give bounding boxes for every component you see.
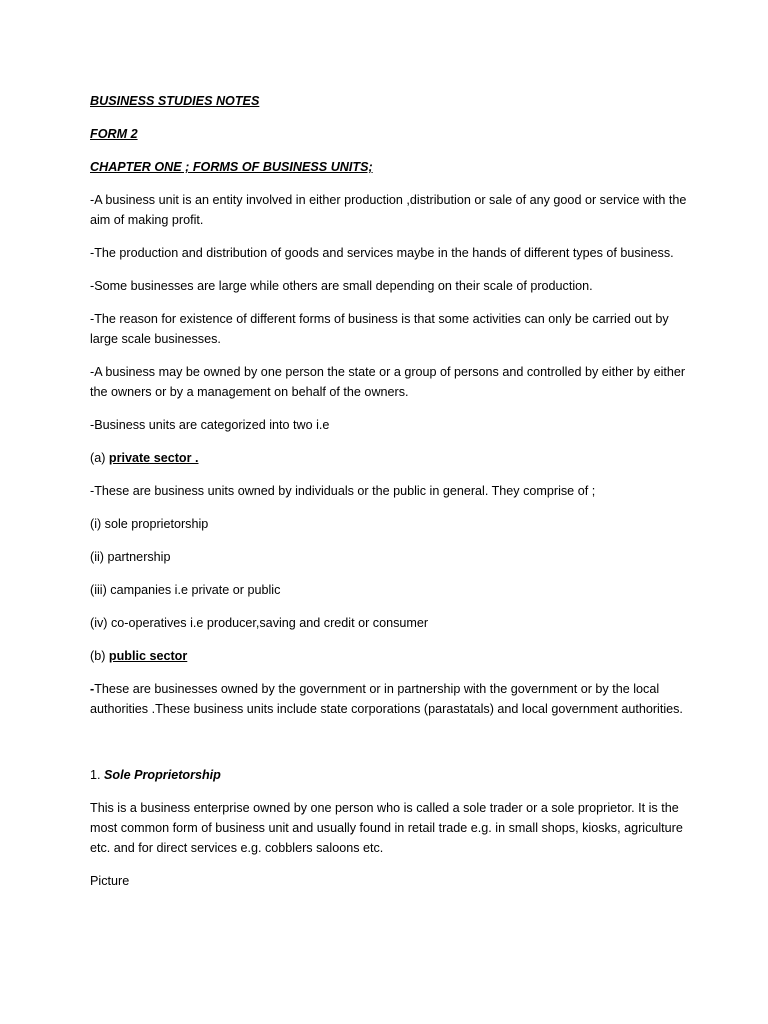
intro-paragraph-3: -Some businesses are large while others are small depending on their scale of production. <box>90 279 593 293</box>
private-sector-title: private sector . <box>108 451 199 465</box>
public-sector-title: public sector <box>108 649 188 663</box>
private-sector-prefix: (a) <box>90 451 109 465</box>
public-sector-description <box>90 679 690 719</box>
public-sector-prefix: (b) <box>90 649 109 663</box>
intro-paragraph-6: -Business units are categorized into two i.e <box>90 418 330 432</box>
section-spacer <box>90 732 690 765</box>
public-sector-dash: - <box>90 682 95 696</box>
chapter-heading: CHAPTER ONE ; FORMS OF BUSINESS UNITS; <box>90 160 373 174</box>
private-sector-heading <box>90 448 690 468</box>
private-sector-item-3: (iii) campanies i.e private or public <box>90 583 281 597</box>
document-title: BUSINESS STUDIES NOTES <box>90 94 260 108</box>
private-sector-item-4: (iv) co-operatives i.e producer,saving and credit or consumer <box>90 616 429 630</box>
intro-paragraph-2: -The production and distribution of goods and services maybe in the hands of different types of business. <box>90 246 674 260</box>
intro-paragraph-4: -The reason for existence of different forms of business is that some activities can only be carried out by large scale businesses. <box>90 312 669 346</box>
private-sector-item-2: (ii) partnership <box>90 550 171 564</box>
document-page <box>90 91 690 904</box>
private-sector-description: -These are business units owned by individuals or the public in general. They comprise of ; <box>90 484 596 498</box>
form-heading: FORM 2 <box>90 127 138 141</box>
intro-paragraph-5: -A business may be owned by one person the state or a group of persons and controlled by either by either the owners or by a management on behalf of the owners. <box>90 365 686 399</box>
sole-proprietorship-title: Sole Proprietorship <box>104 768 221 782</box>
sole-proprietorship-heading <box>90 765 690 785</box>
sole-proprietorship-description: This is a business enterprise owned by one person who is called a sole trader or a sole proprietor. It is the most common form of business unit and usually found in retail trade e.g. in small shops, kiosks, agriculture etc. and for direct services e.g. cobblers saloons etc. <box>90 801 683 855</box>
public-sector-heading <box>90 646 690 666</box>
sole-proprietorship-number: 1. <box>90 768 105 782</box>
public-sector-text: These are businesses owned by the government or in partnership with the government or by the local authorities .These business units include state corporations (parastatals) and local government authorities. <box>90 682 683 716</box>
intro-paragraph-1: -A business unit is an entity involved in either production ,distribution or sale of any good or service with the aim of making profit. <box>90 193 687 227</box>
private-sector-item-1: (i) sole proprietorship <box>90 517 209 531</box>
picture-label: Picture <box>90 874 130 888</box>
